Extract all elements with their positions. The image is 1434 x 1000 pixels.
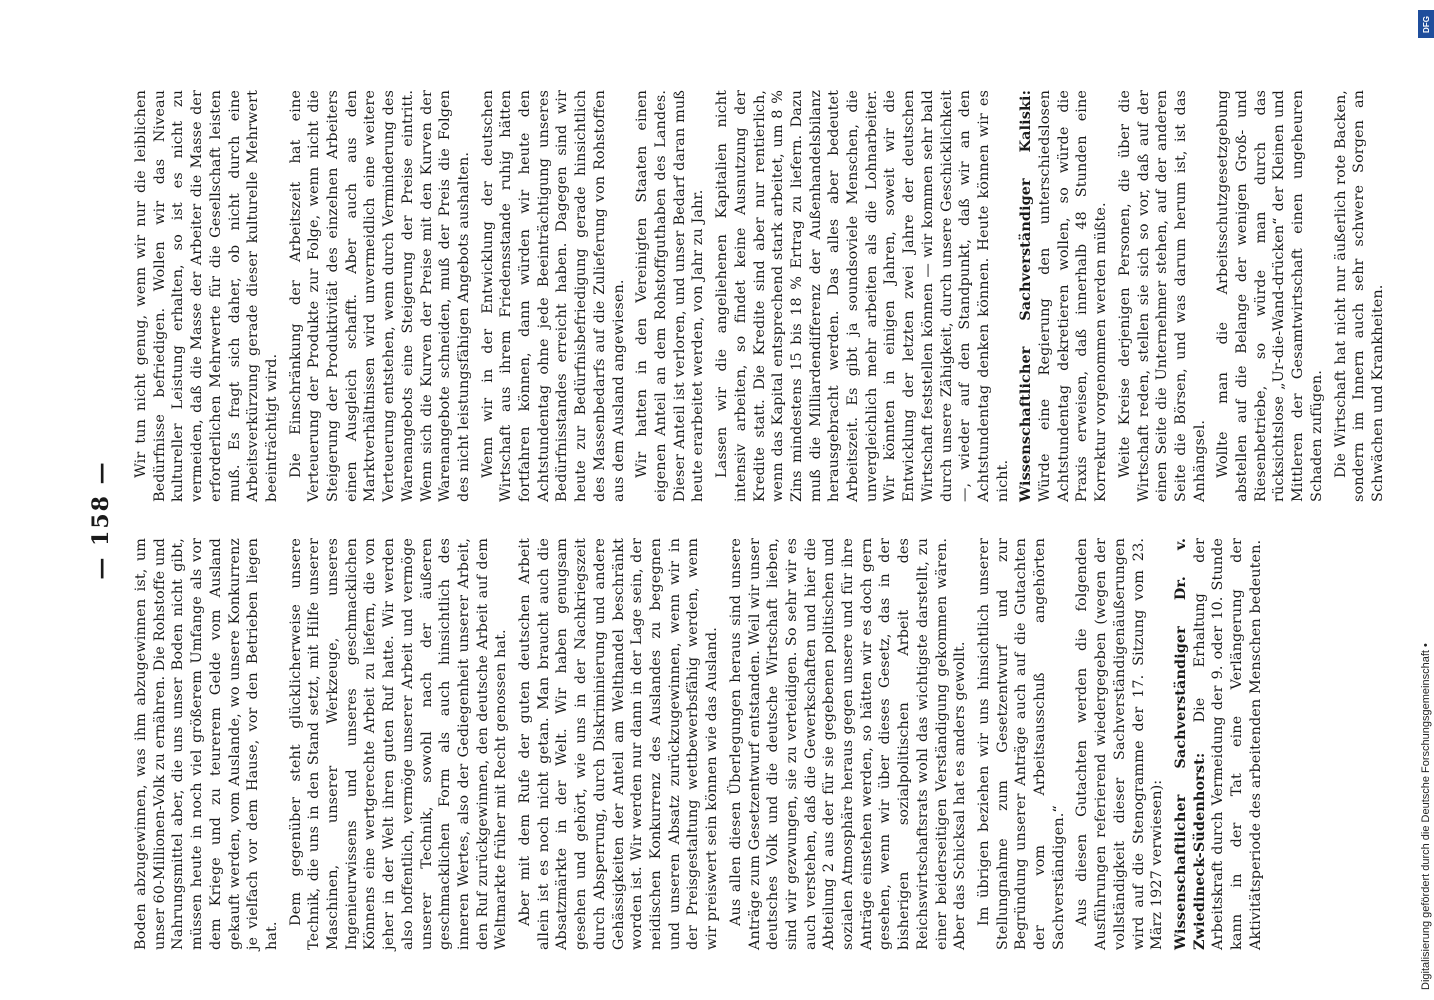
left-column [132,538,1270,950]
paragraph: Wollte man die Arbeitsschutzgesetzgebung abstellen auf die Belange der wenigen Groß- und Riesenbetriebe, so würde man durch das rücksichtslose „Ur-die-Wand-drücken“ der Kleinen und Mittleren der Gesamtwirtschaft einen ungeheuren Schaden zufügen. [1215,90,1325,502]
expert-statement [1017,90,1111,502]
paragraph: Aus diesen Gutachten werden die folgenden Ausführungen referierend wiedergegeben (wegen der vollständigkeit dieser Sachverständigenäußerungen wird auf die Stenogramme der 17. Sitzung vom 23. März 1927 verwiesen): [1074,538,1166,950]
paragraph: Wir tun nicht genug, wenn wir nur die leiblichen Bedürfnisse befriedigen. Wollen wir das Niveau kultureller Leistung erhalten, so ist es nicht zu vermeiden, daß die Masse der Arbeiter die Masse der erforderlichen Mehrwerte für die Gesellschaft leisten muß. Es fragt sich daher, ob nicht durch eine Arbeitsverkürzung gerade dieser kulturelle Mehrwert beeinträchtigt wird. [133,90,280,502]
expert-text: Würde eine Regierung den unterschiedslosen Achtstundentag dekretieren wollen, so würde die Praxis erweisen, daß innerhalb 48 Stunden eine Korrektur vorgenommen werden müßte. [1037,90,1110,502]
paragraph: Wir hatten in den Vereinigten Staaten einen eigenen Anteil an dem Rohstoffguthaben des Landes. Dieser Anteil ist verloren, und unser Bedarf daran muß heute erarbeitet werden, von Jahr zu Jahr. [634,90,707,502]
dfg-logo-text: DFG [1421,15,1431,33]
paragraph: Wenn wir in der Entwicklung der deutschen Wirtschaft aus ihrem Friedensstande ruhig hätten fortfahren können, dann würden wir heute den Achtstundentag ohne jede Beeinträchtigung unseres Bedürfnisstandes erreicht haben. Dagegen sind wir heute zur Bedürfnisbefriedigung gerade hinsichtlich des Massenbedarfs auf die Zulieferung von Rohstoffen aus dem Ausland angewiesen. [479,90,627,502]
expert-text: Die Erhaltung der Arbeitskraft durch Vermeidung der 9. oder 10. Stunde kann in der Tat eine Verlängerung der Aktivitätsperiode des arbeitenden Menschen bedeuten. [1191,538,1264,950]
page-number: — 158 — [88,460,114,580]
paragraph: Dem gegenüber steht glücklicherweise unsere Technik, die uns in den Stand setzt, mit Hilfe unserer Maschinen, unserer Werkzeuge, unseres Ingenieurwissens und unseres geschmacklichen Könnens eine wertgerechte Arbeit zu liefern, die von jeher in der Welt ihren guten Ruf hatte. Wir werden also hoffentlich, vermöge unserer Arbeit und vermöge unserer Technik, sowohl nach der äußeren geschmacklichen Form als auch hinsichtlich des inneren Wertes, also der Gediegenheit unserer Arbeit, den Ruf zurückgewinnen, den deutsche Arbeit auf dem Weltmarkte früher mit Recht genossen hat. [287,538,510,950]
expert-statement [1172,538,1266,950]
paragraph: Lassen wir die angeliehenen Kapitalien nicht intensiv arbeiten, so findet keine Ausnutzung der Kredite statt. Die Kredite sind aber nur rentierlich, wenn das Kapital entsprechend stark arbeitet, um 8 % Zins mindestens 15 bis 18 % Ertrag zu liefern. Dazu muß die Milliardendifferenz der Außenhandelsbilanz herausgebracht werden. Das alles aber bedeutet Arbeitszeit. Es gibt ja soundsoviele Menschen, die unvergleichlich mehr arbeiten als die Lohnarbeiter. Wir könnten in einigen Jahren, soweit wir die Entwicklung der letzten zwei Jahre der deutschen Wirtschaft feststellen können — wir kommen sehr bald durch unsere Zähigkeit, durch unsere Geschicklichkeit —, wieder auf den Standpunkt, daß wir an den Achtstundentag denken können. Heute können wir es nicht. [714,90,1011,502]
right-column [132,90,1393,502]
paragraph: Die Einschränkung der Arbeitszeit hat eine Verteuerung der Produkte zur Folge, wenn nicht die Steigerung der Produktivität des einzelnen Arbeiters einen Ausgleich schafft. Aber auch aus den Marktverhältnissen wird unvermeidlich eine weitere Verteuerung entstehen, wenn durch Verminderung des Warenangebots eine Steigerung der Preise eintritt. Wenn sich die Kurven der Preise mit den Kurven der Warenangebote schneiden, muß der Preis die Folgen des nicht leistungsfähigen Angebots aushalten. [287,90,472,502]
digitization-note: Digitalisierung gefördert durch die Deutsche Forschungsgemeinschaft • [1420,643,1432,990]
paragraph: Weite Kreise derjenigen Personen, die über die Wirtschaft reden, stellen sie sich so vor, daß auf der einen Seite die Unternehmer stehen, auf der anderen Seite die Börsen, und was darum herum ist, ist das Anhängsel. [1116,90,1208,502]
rotated-page [80,90,1386,950]
expert-heading: Wissenschaftlicher Sachverständiger Kaliski: [1017,90,1035,502]
paragraph: Die Wirtschaft hat nicht nur äußerlich rote Backen, sondern im Innern auch sehr schwere Sorgen an Schwächen und Krankheiten. [1332,90,1386,502]
paragraph: Im übrigen beziehen wir uns hinsichtlich unserer Stellungnahme zum Gesetzentwurf und zur Begründung unserer Anträge auch auf die Gutachten der vom Arbeitsausschuß angehörten Sachverständigen.“ [975,538,1067,950]
expert-heading: Wissenschaftlicher Sachverständiger Dr. v. Zwiedineck-Südenhorst: [1171,538,1208,950]
paragraph: Boden abzugewinnen, was ihm abzugewinnen ist, um unser 60-Millionen-Volk zu ernähren. Die Rohstoffe und Nahrungsmittel aber, die uns unser Boden nicht gibt, müssen heute in noch viel größerem Umfange als vor dem Kriege und zu teurerem Gelde vom Ausland gekauft werden, vom Auslande, wo unsere Konkurrenz je vielfach vor dem Hause, vor den Betrieben liegen hat. [133,538,280,950]
paragraph: Aus allen diesen Überlegungen heraus sind unsere Anträge zum Gesetzentwurf entstanden. Weil wir unser deutsches Volk und die deutsche Wirtschaft lieben, sind wir gezwungen, sie zu verteidigen. So sehr wir es auch verstehen, daß die Gewerkschaften und hier die Abteilung 2 aus der für sie gegebenen politischen und sozialen Atmosphäre heraus gegen unsere und für ihre Anträge einstehen werden, so hätten wir es doch gern gesehen, wenn wir über dieses Gesetz, das in der bisherigen sozialpolitischen Arbeit des Reichswirtschaftsrats wohl das wichtigste darstellt, zu einer beiderseitigen Verständigung gekommen wären. Aber das Schicksal hat es anders gewollt. [727,538,969,950]
paragraph: Aber mit dem Rufe der guten deutschen Arbeit allein ist es noch nicht getan. Man braucht auch die Absatzmärkte in der Welt. Wir haben genugsam gesehen und gehört, wie uns in der Nachkriegszeit durch Absperrung, durch Diskriminierung und andere Gehässigkeiten der Anteil am Welthandel beschränkt worden ist. Wir werden nur dann in der Lage sein, der neidischen Konkurrenz des Auslandes zu begegnen und unseren Absatz zurückzugewinnen, wenn wir in der Preisgestaltung wettbewerbsfähig werden, wenn wir preiswert sein können wie das Ausland. [517,538,721,950]
